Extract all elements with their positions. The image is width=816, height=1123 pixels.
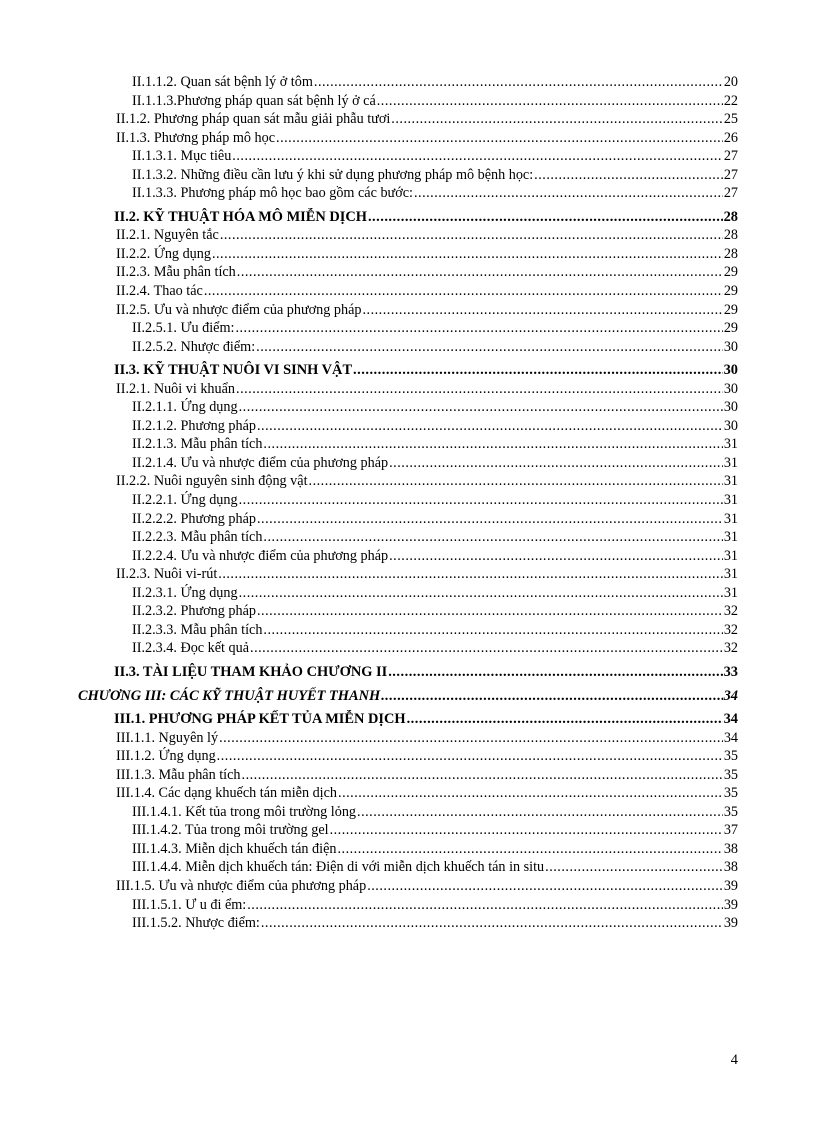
toc-entry[interactable] <box>0 110 816 129</box>
toc-entry[interactable] <box>0 896 816 915</box>
toc-entry-title: II.2.5.1. Ưu điểm: <box>132 320 235 337</box>
toc-entry-page: 39 <box>723 896 738 913</box>
toc-entry-title: II.2.1.1. Ứng dụng <box>132 399 238 416</box>
toc-entry-title: II.2. KỸ THUẬT HÓA MÔ MIỄN DỊCH <box>114 208 367 225</box>
toc-entry-page: 31 <box>723 454 738 471</box>
toc-entry-title: II.2.2.1. Ứng dụng <box>132 492 238 509</box>
toc-entry-page: 35 <box>723 785 738 802</box>
dot-leader <box>309 472 723 491</box>
toc-entry[interactable] <box>0 208 816 227</box>
toc-entry-page: 38 <box>723 840 738 857</box>
toc-entry[interactable] <box>0 398 816 417</box>
dot-leader <box>407 710 723 729</box>
toc-entry-title: II.2.3. Nuôi vi-rút <box>116 566 218 583</box>
dot-leader <box>217 747 723 766</box>
toc-entry-page: 29 <box>723 264 738 281</box>
toc-entry-page: 32 <box>723 621 738 638</box>
toc-entry-title: II.2.3.3. Mẫu phân tích <box>132 621 263 638</box>
toc-entry-page: 35 <box>723 748 738 765</box>
dot-leader <box>314 73 723 92</box>
toc-entry[interactable] <box>0 729 816 748</box>
dot-leader <box>257 510 723 529</box>
toc-entry-title: II.2.4. Thao tác <box>116 283 203 300</box>
toc-entry-title: II.1.3. Phương pháp mô học <box>116 129 276 146</box>
toc-entry-page: 32 <box>723 603 738 620</box>
toc-entry-page: 31 <box>723 510 738 527</box>
dot-leader <box>388 663 722 682</box>
dot-leader <box>256 338 723 357</box>
toc-entry-page: 34 <box>723 687 738 704</box>
toc-entry[interactable] <box>0 766 816 785</box>
toc-entry-page: 31 <box>723 566 738 583</box>
toc-entry-title: II.2.3.1. Ứng dụng <box>132 584 238 601</box>
toc-entry[interactable] <box>0 528 816 547</box>
toc-entry-title: III.1.5.1. Ư u đi ểm: <box>132 896 247 913</box>
toc-entry-title: II.1.1.3.Phương pháp quan sát bệnh lý ở cá <box>132 92 376 109</box>
dot-leader <box>367 877 723 896</box>
dot-leader <box>212 245 723 264</box>
toc-entry[interactable] <box>0 184 816 203</box>
toc-entry-title: II.1.3.1. Mục tiêu <box>132 148 232 165</box>
toc-entry-title: III.1.4.2. Tủa trong môi trường gel <box>132 822 329 839</box>
toc-entry-page: 31 <box>723 473 738 490</box>
toc-entry-page: 22 <box>723 92 738 109</box>
toc-entry-page: 29 <box>723 283 738 300</box>
toc-entry-title: III.1.4.3. Miễn dịch khuếch tán điện <box>132 840 337 857</box>
toc-entry-page: 28 <box>723 245 738 262</box>
toc-entry-page: 38 <box>723 859 738 876</box>
toc-entry[interactable] <box>0 565 816 584</box>
toc-entry[interactable] <box>0 226 816 245</box>
toc-entry-page: 39 <box>723 915 738 932</box>
dot-leader <box>239 398 723 417</box>
toc-entry-title: II.2.1. Nuôi vi khuẩn <box>116 380 236 397</box>
toc-entry-title: II.2.5.2. Nhược điểm: <box>132 338 256 355</box>
toc-entry-title: II.2.3.4. Đọc kết quả <box>132 640 250 657</box>
toc-entry[interactable] <box>0 710 816 729</box>
toc-entry[interactable] <box>0 584 816 603</box>
page-number: 4 <box>730 1052 738 1068</box>
toc-entry[interactable] <box>0 687 816 706</box>
toc-entry[interactable] <box>0 491 816 510</box>
toc-entry-page: 20 <box>723 74 738 90</box>
toc-entry[interactable] <box>0 747 816 766</box>
toc-entry-title: II.3. KỸ THUẬT NUÔI VI SINH VẬT <box>114 362 353 379</box>
dot-leader <box>218 565 723 584</box>
toc-entry-title: II.2.2.2. Phương pháp <box>132 510 256 527</box>
toc-entry-title: II.2.5. Ưu và nhược điểm của phương pháp <box>116 301 362 318</box>
dot-leader <box>377 92 723 111</box>
toc-entry-title: II.2.3. Mẫu phân tích <box>116 264 236 281</box>
dot-leader <box>263 435 722 454</box>
toc-entry[interactable] <box>0 914 816 933</box>
toc-entry-title: II.2.2. Ứng dụng <box>116 245 211 262</box>
dot-leader <box>239 491 723 510</box>
toc-entry-page: 37 <box>723 822 738 839</box>
dot-leader <box>250 639 723 658</box>
dot-leader <box>338 784 723 803</box>
toc-entry-title: III.1.4.1. Kết tủa trong môi trường lỏng <box>132 803 357 820</box>
toc-entry-title: II.2.1.4. Ưu và nhược điểm của phương pháp <box>132 454 389 471</box>
dot-leader <box>204 282 723 301</box>
toc-entry-title: III.1.4. Các dạng khuếch tán miễn dịch <box>116 785 338 802</box>
toc-entry-page: 30 <box>723 380 738 397</box>
toc-entry-title: II.2.1.3. Mẫu phân tích <box>132 436 263 453</box>
toc-entry-page: 30 <box>723 417 738 434</box>
toc-entry-title: II.2.1. Nguyên tắc <box>116 227 219 244</box>
toc-entry-page: 31 <box>723 436 738 453</box>
toc-entry[interactable] <box>0 361 816 380</box>
toc-entry-page: 34 <box>723 711 738 728</box>
toc-entry-title: III.1. PHƯƠNG PHÁP KẾT TỦA MIỄN DỊCH <box>114 711 406 728</box>
toc-entry-title: II.1.3.2. Những điều cần lưu ý khi sử dụng phương pháp mô bệnh học: <box>132 166 534 183</box>
dot-leader <box>414 184 723 203</box>
toc-entry[interactable] <box>0 454 816 473</box>
dot-leader <box>257 602 723 621</box>
toc-entry[interactable] <box>0 417 816 436</box>
toc-entry[interactable] <box>0 338 816 357</box>
toc-entry-page: 31 <box>723 584 738 601</box>
dot-leader <box>237 263 723 282</box>
toc-entry-page: 30 <box>723 362 738 379</box>
toc-entry-page: 27 <box>723 166 738 183</box>
toc-entry-page: 31 <box>723 492 738 509</box>
dot-leader <box>276 129 723 148</box>
toc-entry[interactable] <box>0 840 816 859</box>
toc-entry-page: 29 <box>723 320 738 337</box>
toc-entry[interactable] <box>0 263 816 282</box>
toc-entry-title: III.1.2. Ứng dụng <box>116 748 216 765</box>
toc-entry[interactable] <box>0 639 816 658</box>
toc-entry[interactable] <box>0 166 816 185</box>
dot-leader <box>219 729 723 748</box>
toc-entry-title: III.1.3. Mẫu phân tích <box>116 766 241 783</box>
dot-leader <box>235 319 722 338</box>
toc-entry[interactable] <box>0 435 816 454</box>
toc-entry-page: 30 <box>723 338 738 355</box>
dot-leader <box>362 301 722 320</box>
toc-entry-title: II.2.1.2. Phương pháp <box>132 417 256 434</box>
toc-entry[interactable] <box>0 319 816 338</box>
dot-leader <box>242 766 723 785</box>
toc-entry[interactable] <box>0 821 816 840</box>
toc-entry-page: 28 <box>723 227 738 244</box>
toc-entry-title: II.2.2.4. Ưu và nhược điểm của phương pháp <box>132 547 389 564</box>
dot-leader <box>389 547 723 566</box>
dot-leader <box>239 584 723 603</box>
toc-entry[interactable] <box>0 301 816 320</box>
toc-entry-page: 26 <box>723 129 738 146</box>
toc-entry-title: III.1.1. Nguyên lý <box>116 729 219 746</box>
dot-leader <box>389 454 723 473</box>
toc-entry-page: 35 <box>723 803 738 820</box>
dot-leader <box>247 896 723 915</box>
toc-entry-page: 34 <box>723 729 738 746</box>
toc-entry-page: 35 <box>723 766 738 783</box>
toc-entry[interactable] <box>0 621 816 640</box>
toc-entry[interactable] <box>0 510 816 529</box>
dot-leader <box>232 147 723 166</box>
toc-entry[interactable] <box>0 245 816 264</box>
toc-entry-page: 32 <box>723 640 738 657</box>
toc-entry-page: 33 <box>723 663 738 680</box>
dot-leader <box>220 226 723 245</box>
toc-entry-title: II.1.1.2. Quan sát bệnh lý ở tôm <box>132 74 313 90</box>
toc-entry-title: II.2.3.2. Phương pháp <box>132 603 256 620</box>
toc-entry-title: II.1.3.3. Phương pháp mô học bao gồm các bước: <box>132 185 413 202</box>
toc-entry-title: II.2.2.3. Mẫu phân tích <box>132 529 263 546</box>
toc-entry[interactable] <box>0 147 816 166</box>
toc-entry-title: III.1.5. Ưu và nhược điểm của phương pháp <box>116 877 367 894</box>
dot-leader <box>261 914 723 933</box>
toc-entry[interactable] <box>0 282 816 301</box>
toc-entry-page: 31 <box>723 529 738 546</box>
toc-entry-page: 28 <box>723 208 738 225</box>
dot-leader <box>545 858 723 877</box>
toc-entry-title: III.1.4.4. Miễn dịch khuếch tán: Điện di với miễn dịch khuếch tán in situ <box>132 859 545 876</box>
toc-entry[interactable] <box>0 129 816 148</box>
toc-entry-page: 39 <box>723 877 738 894</box>
toc-entry[interactable] <box>0 877 816 896</box>
toc-entry[interactable] <box>0 472 816 491</box>
dot-leader <box>257 417 723 436</box>
toc-entry-page: 30 <box>723 399 738 416</box>
toc-entry[interactable] <box>0 858 816 877</box>
dot-leader <box>337 840 722 859</box>
dot-leader <box>236 380 723 399</box>
toc-entry[interactable] <box>0 663 816 682</box>
dot-leader <box>263 528 722 547</box>
toc-entry[interactable] <box>0 803 816 822</box>
dot-leader <box>330 821 723 840</box>
toc-entry-title: III.1.5.2. Nhược điểm: <box>132 915 260 932</box>
dot-leader <box>353 361 723 380</box>
toc-entry[interactable] <box>0 784 816 803</box>
toc-entry-page: 27 <box>723 185 738 202</box>
toc-entry[interactable] <box>0 73 816 92</box>
toc-entry[interactable] <box>0 602 816 621</box>
toc-entry-title: II.1.2. Phương pháp quan sát mẫu giải phẫu tươi <box>116 111 391 128</box>
toc-entry-page: 31 <box>723 547 738 564</box>
dot-leader <box>263 621 722 640</box>
toc-entry[interactable] <box>0 547 816 566</box>
dot-leader <box>357 803 723 822</box>
dot-leader <box>381 687 722 706</box>
toc-entry[interactable] <box>0 380 816 399</box>
toc-entry[interactable] <box>0 92 816 111</box>
table-of-contents <box>0 73 816 933</box>
toc-entry-page: 25 <box>723 111 738 128</box>
toc-entry-title: II.3. TÀI LIỆU THAM KHẢO CHƯƠNG II <box>114 663 388 680</box>
dot-leader <box>534 166 723 185</box>
dot-leader <box>391 110 723 129</box>
toc-entry-title: II.2.2. Nuôi nguyên sinh động vật <box>116 473 308 490</box>
toc-entry-page: 27 <box>723 148 738 165</box>
toc-entry-title: CHƯƠNG III: CÁC KỸ THUẬT HUYẾT THANH <box>78 687 381 704</box>
dot-leader <box>368 208 723 227</box>
toc-entry-page: 29 <box>723 301 738 318</box>
